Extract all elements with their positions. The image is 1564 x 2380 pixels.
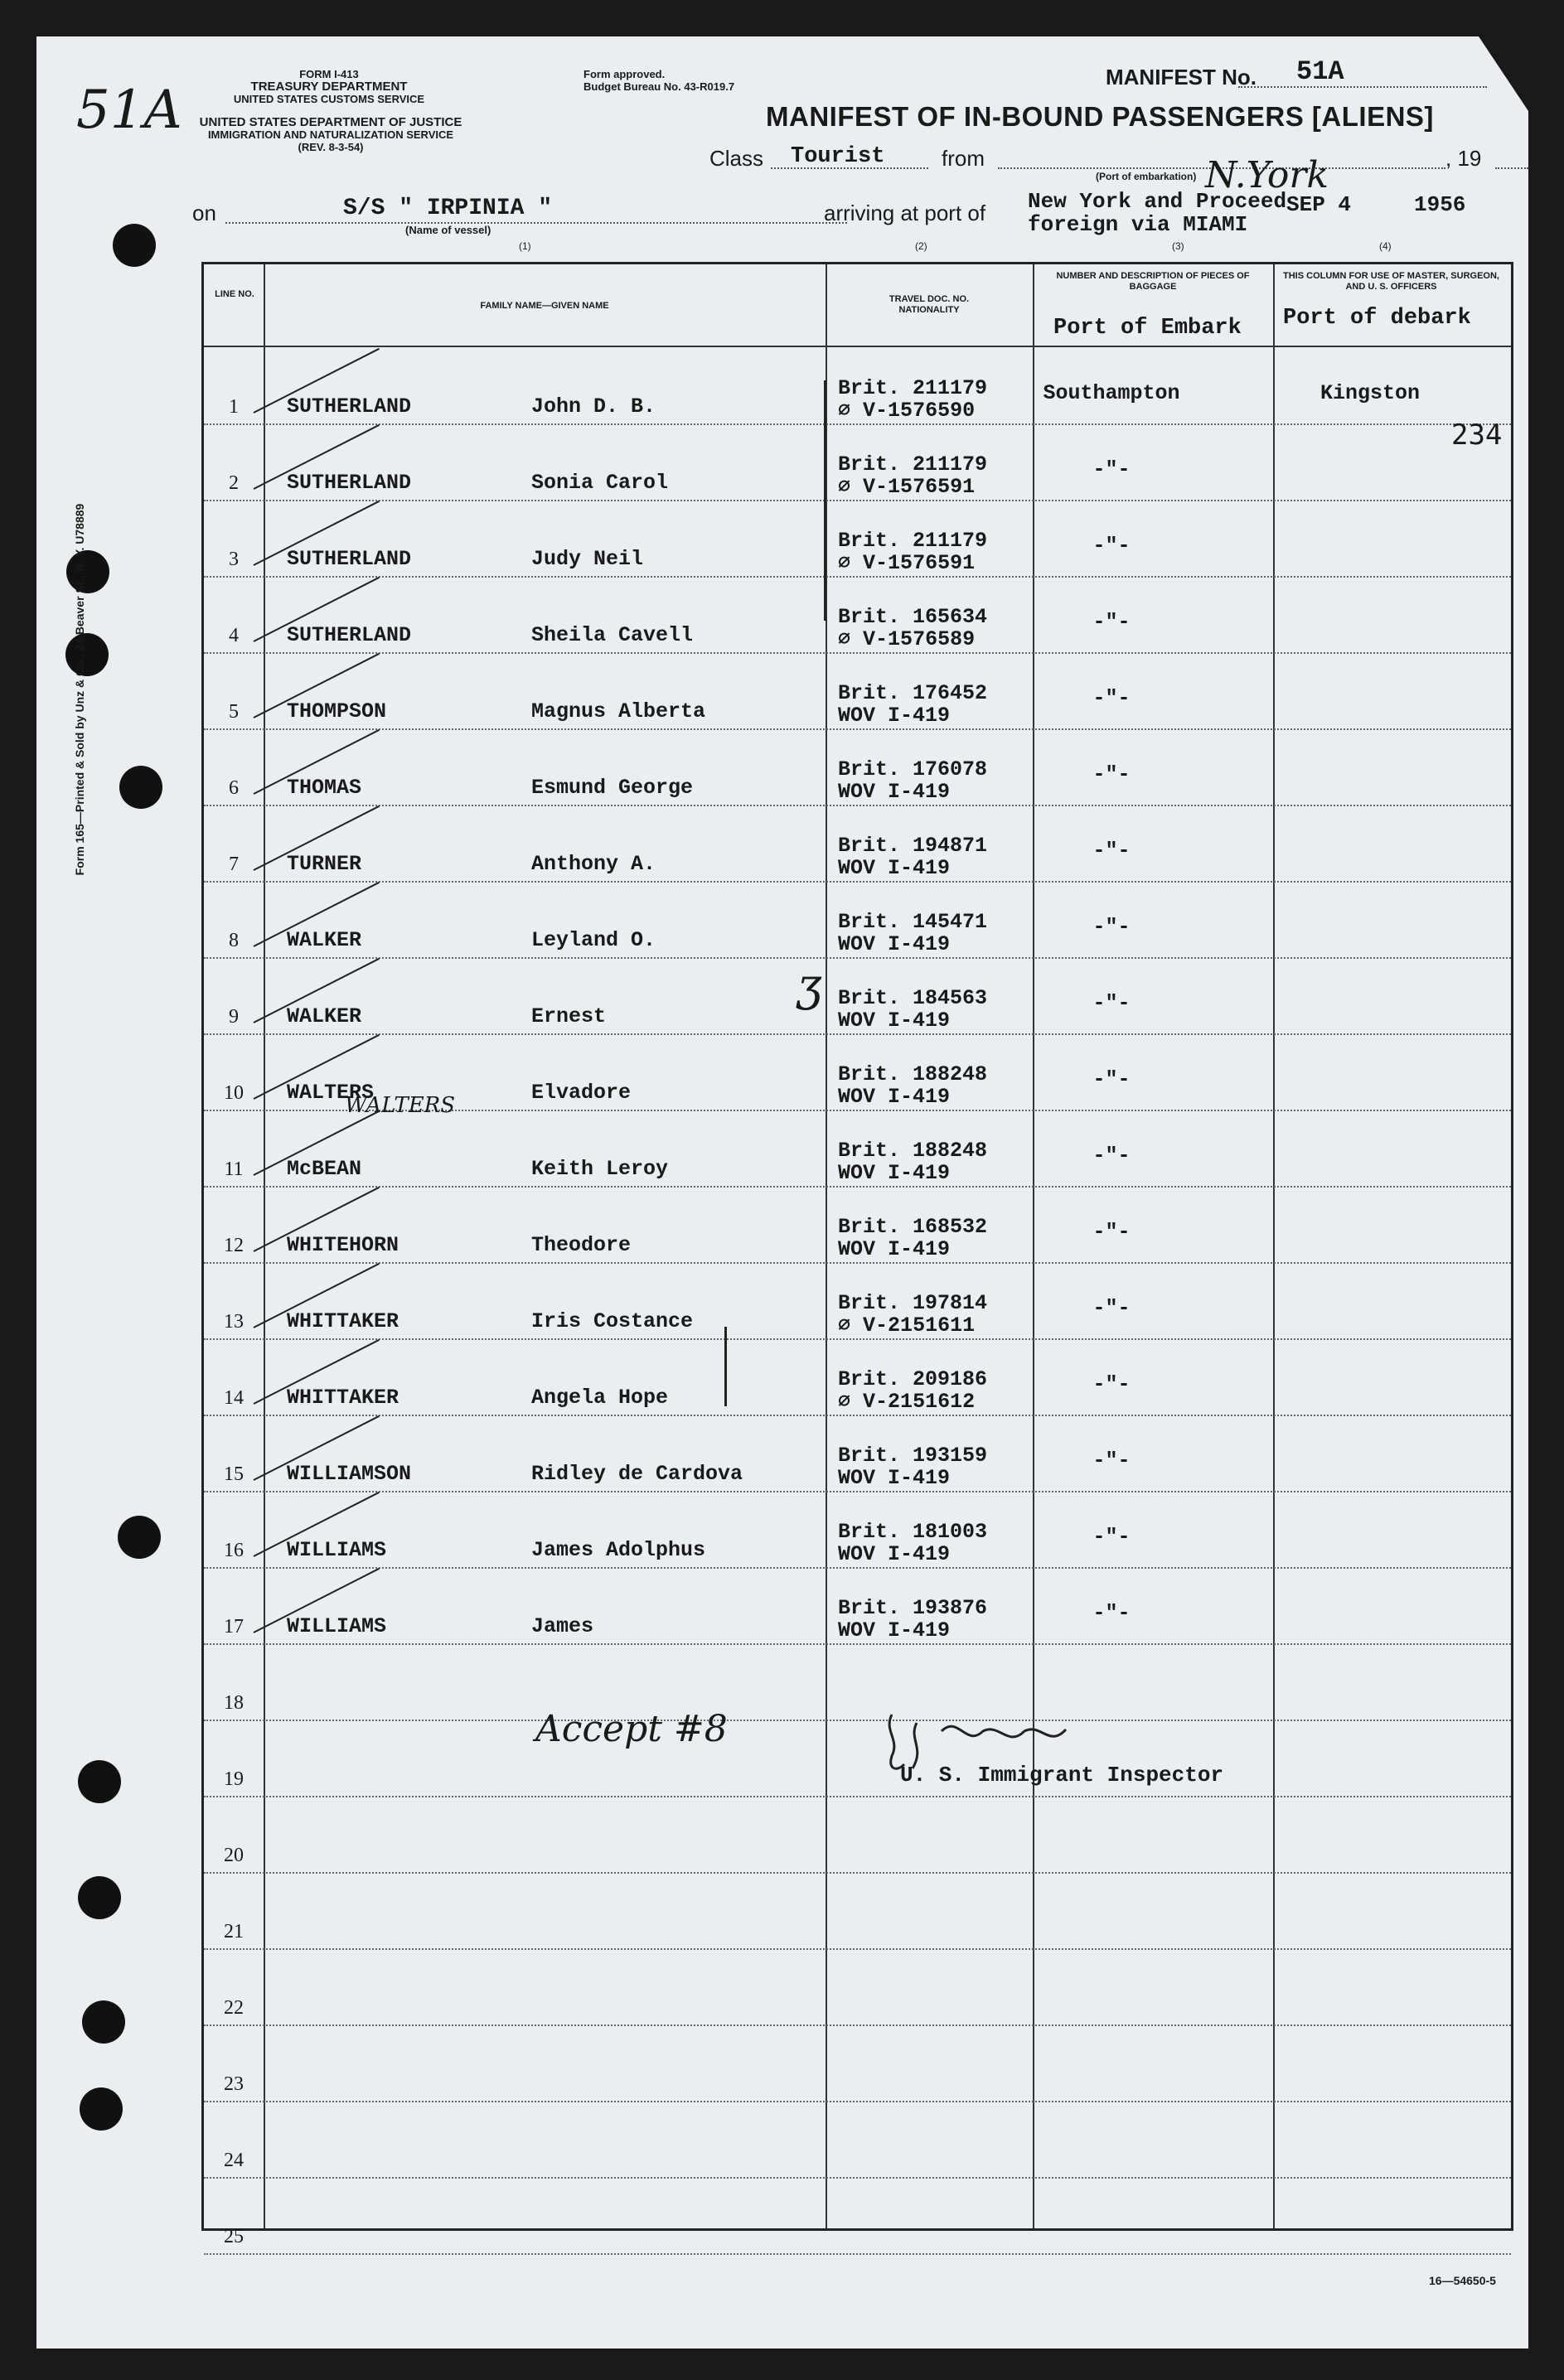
line-number: 23 xyxy=(224,2073,244,2095)
travel-doc-line: WOV I-419 xyxy=(838,1618,951,1642)
header-line-no: LINE NO. xyxy=(215,289,254,299)
table-row xyxy=(204,957,1511,1035)
given-name: James xyxy=(531,1614,594,1638)
form-revision: (REV. 8-3-54) xyxy=(298,141,364,153)
embarkation-caption: (Port of embarkation) xyxy=(1096,171,1197,182)
baggage-cell: -"- xyxy=(1092,839,1131,863)
line-number: 14 xyxy=(224,1387,244,1409)
table-row xyxy=(204,1643,1511,1721)
table-row xyxy=(204,500,1511,578)
arrival-date: SEP 4 xyxy=(1286,192,1352,217)
table-row xyxy=(204,576,1511,654)
travel-doc-line: WOV I-419 xyxy=(838,1085,951,1109)
line-number: 3 xyxy=(229,549,239,570)
table-row xyxy=(204,423,1511,501)
given-name: Theodore xyxy=(531,1233,632,1257)
given-name: Judy Neil xyxy=(531,547,644,571)
header-travel-doc: TRAVEL DOC. NO. NATIONALITY xyxy=(889,294,970,315)
line-number: 25 xyxy=(224,2226,244,2247)
given-name: Leyland O. xyxy=(531,928,656,952)
ins-service: IMMIGRATION AND NATURALIZATION SERVICE xyxy=(207,128,454,141)
travel-doc-line: Brit. 165634 xyxy=(838,605,988,629)
baggage-cell: -"- xyxy=(1092,991,1131,1015)
travel-doc-cell xyxy=(838,1139,987,1184)
line-number: 5 xyxy=(229,701,239,723)
row11-correction: WALTERS xyxy=(345,1093,456,1118)
table-row xyxy=(204,1338,1511,1416)
family-name: TURNER xyxy=(287,852,362,876)
from-label: from xyxy=(942,146,985,171)
line-number: 20 xyxy=(224,1845,244,1866)
line-number: 15 xyxy=(224,1463,244,1485)
given-name: John D. B. xyxy=(531,394,656,418)
line-number: 22 xyxy=(224,1997,244,2019)
arrival-port-handwritten: N.York xyxy=(1205,154,1329,196)
year-label: , 19 xyxy=(1445,146,1482,171)
given-name: Ridley de Cardova xyxy=(531,1462,743,1486)
travel-doc-cell xyxy=(838,1444,987,1489)
given-name: Elvadore xyxy=(531,1081,632,1105)
form-approval xyxy=(583,68,799,93)
travel-doc-cell xyxy=(838,1521,987,1565)
given-name: Anthony A. xyxy=(531,852,656,876)
travel-doc-line: WOV I-419 xyxy=(838,932,951,956)
line-number: 19 xyxy=(224,1768,244,1790)
travel-doc-line: WOV I-419 xyxy=(838,1009,951,1033)
line-number: 12 xyxy=(224,1235,244,1256)
family-name: SUTHERLAND xyxy=(287,623,412,647)
travel-doc-line: WOV I-419 xyxy=(838,780,951,804)
line-number: 11 xyxy=(224,1159,244,1180)
form-approved: Form approved. xyxy=(583,68,666,80)
table-row xyxy=(204,2177,1511,2255)
travel-doc-line: Brit. 145471 xyxy=(838,910,988,934)
baggage-cell: -"- xyxy=(1092,534,1131,558)
baggage-cell: -"- xyxy=(1092,915,1131,939)
given-name: Sheila Cavell xyxy=(531,623,694,647)
baggage-cell: -"- xyxy=(1092,1525,1131,1549)
travel-doc-cell xyxy=(838,1063,987,1108)
family-name: WHITTAKER xyxy=(287,1309,399,1333)
handwritten-number-234: 234 xyxy=(1451,418,1503,452)
travel-doc-cell xyxy=(838,453,987,498)
family-name: WILLIAMS xyxy=(287,1614,387,1638)
table-row xyxy=(204,1796,1511,1874)
travel-doc-line: Brit. 181003 xyxy=(838,1520,988,1544)
line-number: 6 xyxy=(229,777,239,799)
header-baggage: NUMBER AND DESCRIPTION OF PIECES OF BAGGAGE xyxy=(1056,271,1250,292)
family-name: SUTHERLAND xyxy=(287,394,412,418)
footer-code: 16—54650-5 xyxy=(1429,2274,1496,2287)
travel-doc-line: ∅ V-1576590 xyxy=(838,399,976,423)
travel-doc-line: ∅ V-2151612 xyxy=(838,1390,976,1414)
travel-doc-line: Brit. 194871 xyxy=(838,834,988,858)
given-name: Ernest xyxy=(531,1004,607,1028)
travel-doc-line: WOV I-419 xyxy=(838,1161,951,1185)
travel-doc-line: ∅ V-1576591 xyxy=(838,551,976,575)
manifest-number-label: MANIFEST No. xyxy=(1106,65,1257,89)
family-name: WILLIAMS xyxy=(287,1538,387,1562)
binder-hole xyxy=(113,224,156,267)
line-number: 21 xyxy=(224,1921,244,1942)
travel-doc-line: ∅ V-1576589 xyxy=(838,627,976,651)
class-label: Class xyxy=(709,146,764,171)
travel-doc-line: ∅ V-2151611 xyxy=(838,1313,976,1338)
travel-doc-line: WOV I-419 xyxy=(838,856,951,880)
arrival-port-line1: New York and Proceed xyxy=(1028,189,1287,214)
header-port-debark: Port of debark xyxy=(1283,306,1471,331)
printer-imprint: Form 165—Printed & Sold by Unz & Co., 24 Beaver St., N. Y. U78889 xyxy=(73,503,86,876)
travel-doc-line: Brit. 197814 xyxy=(838,1291,988,1315)
travel-doc-line: Brit. 211179 xyxy=(838,452,988,476)
debark-cell: Kingston xyxy=(1319,381,1421,405)
baggage-cell: -"- xyxy=(1092,1067,1131,1091)
table-row xyxy=(204,805,1511,883)
table-row xyxy=(204,881,1511,959)
line-number: 8 xyxy=(229,930,239,951)
baggage-cell: -"- xyxy=(1092,1601,1131,1625)
travel-doc-line: Brit. 184563 xyxy=(838,986,988,1010)
line-number: 10 xyxy=(224,1082,244,1104)
travel-doc-line: Brit. 188248 xyxy=(838,1062,988,1086)
on-label: on xyxy=(192,201,216,225)
baggage-cell: -"- xyxy=(1092,1296,1131,1320)
inspector-title: U. S. Immigrant Inspector xyxy=(900,1763,1224,1787)
travel-doc-line: Brit. 211179 xyxy=(838,529,988,553)
line-number: 17 xyxy=(224,1616,244,1637)
family-name: THOMAS xyxy=(287,776,362,800)
manifest-number: 51A xyxy=(1296,56,1344,87)
given-name: Sonia Carol xyxy=(531,471,669,495)
travel-doc-cell xyxy=(838,1597,987,1642)
table-row xyxy=(204,1415,1511,1492)
given-name: Keith Leroy xyxy=(531,1157,669,1181)
travel-doc-line: WOV I-419 xyxy=(838,1237,951,1261)
travel-doc-cell xyxy=(838,987,987,1032)
travel-doc-cell xyxy=(838,1368,987,1413)
line-number: 1 xyxy=(229,396,239,418)
baggage-cell: -"- xyxy=(1092,1372,1131,1396)
baggage-cell: -"- xyxy=(1092,686,1131,710)
year-line xyxy=(1495,167,1528,169)
col-marker-3: (3) xyxy=(1172,240,1184,252)
table-row xyxy=(204,1491,1511,1569)
travel-doc-line: Brit. 193876 xyxy=(838,1596,988,1620)
line-number: 13 xyxy=(224,1311,244,1333)
line-number: 4 xyxy=(229,625,239,646)
family-name: SUTHERLAND xyxy=(287,471,412,495)
baggage-cell: -"- xyxy=(1092,762,1131,786)
given-name: Iris Costance xyxy=(531,1309,694,1333)
table-row xyxy=(204,1567,1511,1645)
corner-note: 51A xyxy=(76,80,182,141)
travel-doc-line: WOV I-419 xyxy=(838,1466,951,1490)
given-name: James Adolphus xyxy=(531,1538,706,1562)
travel-doc-cell xyxy=(838,911,987,955)
family-name: WALTERS xyxy=(287,1081,375,1105)
travel-doc-line: WOV I-419 xyxy=(838,704,951,728)
travel-doc-cell xyxy=(838,377,987,422)
travel-doc-line: WOV I-419 xyxy=(838,1542,951,1566)
travel-doc-line: Brit. 193159 xyxy=(838,1444,988,1468)
family-name: THOMPSON xyxy=(287,699,387,723)
customs-service: UNITED STATES CUSTOMS SERVICE xyxy=(233,93,425,105)
table-row xyxy=(204,1110,1511,1188)
row18-note: Accept #8 xyxy=(535,1708,728,1750)
passenger-table xyxy=(201,262,1513,2247)
table-row xyxy=(204,1872,1511,1950)
table-row xyxy=(204,1948,1511,2026)
baggage-cell: -"- xyxy=(1092,1220,1131,1244)
binder-hole xyxy=(82,2000,125,2044)
binder-hole xyxy=(119,766,162,809)
form-header-left xyxy=(192,68,466,105)
given-name: Magnus Alberta xyxy=(531,699,706,723)
travel-doc-cell xyxy=(838,530,987,574)
line-number: 7 xyxy=(229,854,239,875)
manifest-number-line xyxy=(1238,86,1487,88)
family-name: WHITEHORN xyxy=(287,1233,399,1257)
arrival-port-line2: foreign via MIAMI xyxy=(1028,212,1248,237)
line-number: 18 xyxy=(224,1692,244,1714)
binder-hole xyxy=(78,1760,121,1803)
line-number: 16 xyxy=(224,1540,244,1561)
travel-doc-line: Brit. 176452 xyxy=(838,681,988,705)
line-number: 2 xyxy=(229,472,239,494)
table-row xyxy=(204,652,1511,730)
table-row xyxy=(204,1186,1511,1264)
form-number: FORM I-413 xyxy=(299,68,359,80)
table-row xyxy=(204,1262,1511,1340)
col-marker-1: (1) xyxy=(519,240,531,252)
family-name: WALKER xyxy=(287,928,362,952)
travel-doc-line: Brit. 211179 xyxy=(838,376,988,400)
justice-dept: UNITED STATES DEPARTMENT OF JUSTICE xyxy=(199,115,462,129)
budget-bureau: Budget Bureau No. 43-R019.7 xyxy=(583,80,735,93)
travel-doc-cell xyxy=(838,682,987,727)
binder-hole xyxy=(78,1876,121,1919)
col-marker-2: (2) xyxy=(915,240,927,252)
class-value: Tourist xyxy=(791,144,885,169)
table-row xyxy=(204,1720,1511,1797)
treasury-dept: TREASURY DEPARTMENT xyxy=(250,80,408,94)
arrival-year: 1956 xyxy=(1414,192,1466,217)
vessel-caption: (Name of vessel) xyxy=(405,224,491,236)
bracket-line xyxy=(824,380,826,621)
table-row xyxy=(204,2024,1511,2102)
arriving-label: arriving at port of xyxy=(824,201,986,225)
vessel-name: S/S " IRPINIA " xyxy=(343,196,553,221)
baggage-cell: -"- xyxy=(1092,457,1131,481)
family-name: WALKER xyxy=(287,1004,362,1028)
binder-hole xyxy=(80,2087,123,2131)
header-port-embark: Port of Embark xyxy=(1053,316,1242,341)
travel-doc-cell xyxy=(838,1216,987,1260)
given-name: Angela Hope xyxy=(531,1386,669,1410)
header-name: FAMILY NAME—GIVEN NAME xyxy=(480,301,609,311)
family-name: WILLIAMSON xyxy=(287,1462,412,1486)
table-row xyxy=(204,728,1511,806)
baggage-cell: -"- xyxy=(1092,1144,1131,1168)
travel-doc-cell xyxy=(838,834,987,879)
binder-hole xyxy=(118,1516,161,1559)
vessel-line xyxy=(225,222,847,224)
travel-doc-line: Brit. 168532 xyxy=(838,1215,988,1239)
col-marker-4: (4) xyxy=(1379,240,1392,252)
family-name: McBEAN xyxy=(287,1157,362,1181)
baggage-cell: Southampton xyxy=(1043,381,1180,405)
given-name: Esmund George xyxy=(531,776,694,800)
form-header-justice xyxy=(182,116,480,153)
table-row xyxy=(204,2101,1511,2179)
manifest-page xyxy=(36,36,1528,2349)
baggage-cell: -"- xyxy=(1092,610,1131,634)
travel-doc-line: Brit. 176078 xyxy=(838,757,988,781)
line-number: 9 xyxy=(229,1006,239,1028)
travel-doc-cell xyxy=(838,1292,987,1337)
family-name: WHITTAKER xyxy=(287,1386,399,1410)
travel-doc-line: ∅ V-1576591 xyxy=(838,475,976,499)
bracket-line xyxy=(724,1327,727,1406)
binder-hole xyxy=(65,633,109,676)
travel-doc-cell xyxy=(838,606,987,651)
travel-doc-line: Brit. 209186 xyxy=(838,1367,988,1391)
header-officers: THIS COLUMN FOR USE OF MASTER, SURGEON, AND U. S. OFFICERS xyxy=(1283,271,1499,292)
family-name: SUTHERLAND xyxy=(287,547,412,571)
manifest-title: MANIFEST OF IN-BOUND PASSENGERS [ALIENS] xyxy=(766,101,1434,132)
travel-doc-line: Brit. 188248 xyxy=(838,1139,988,1163)
table-row xyxy=(204,347,1511,425)
line-number: 24 xyxy=(224,2150,244,2171)
travel-doc-cell xyxy=(838,758,987,803)
bracket-mark: ʒ xyxy=(797,959,822,1011)
baggage-cell: -"- xyxy=(1092,1449,1131,1473)
